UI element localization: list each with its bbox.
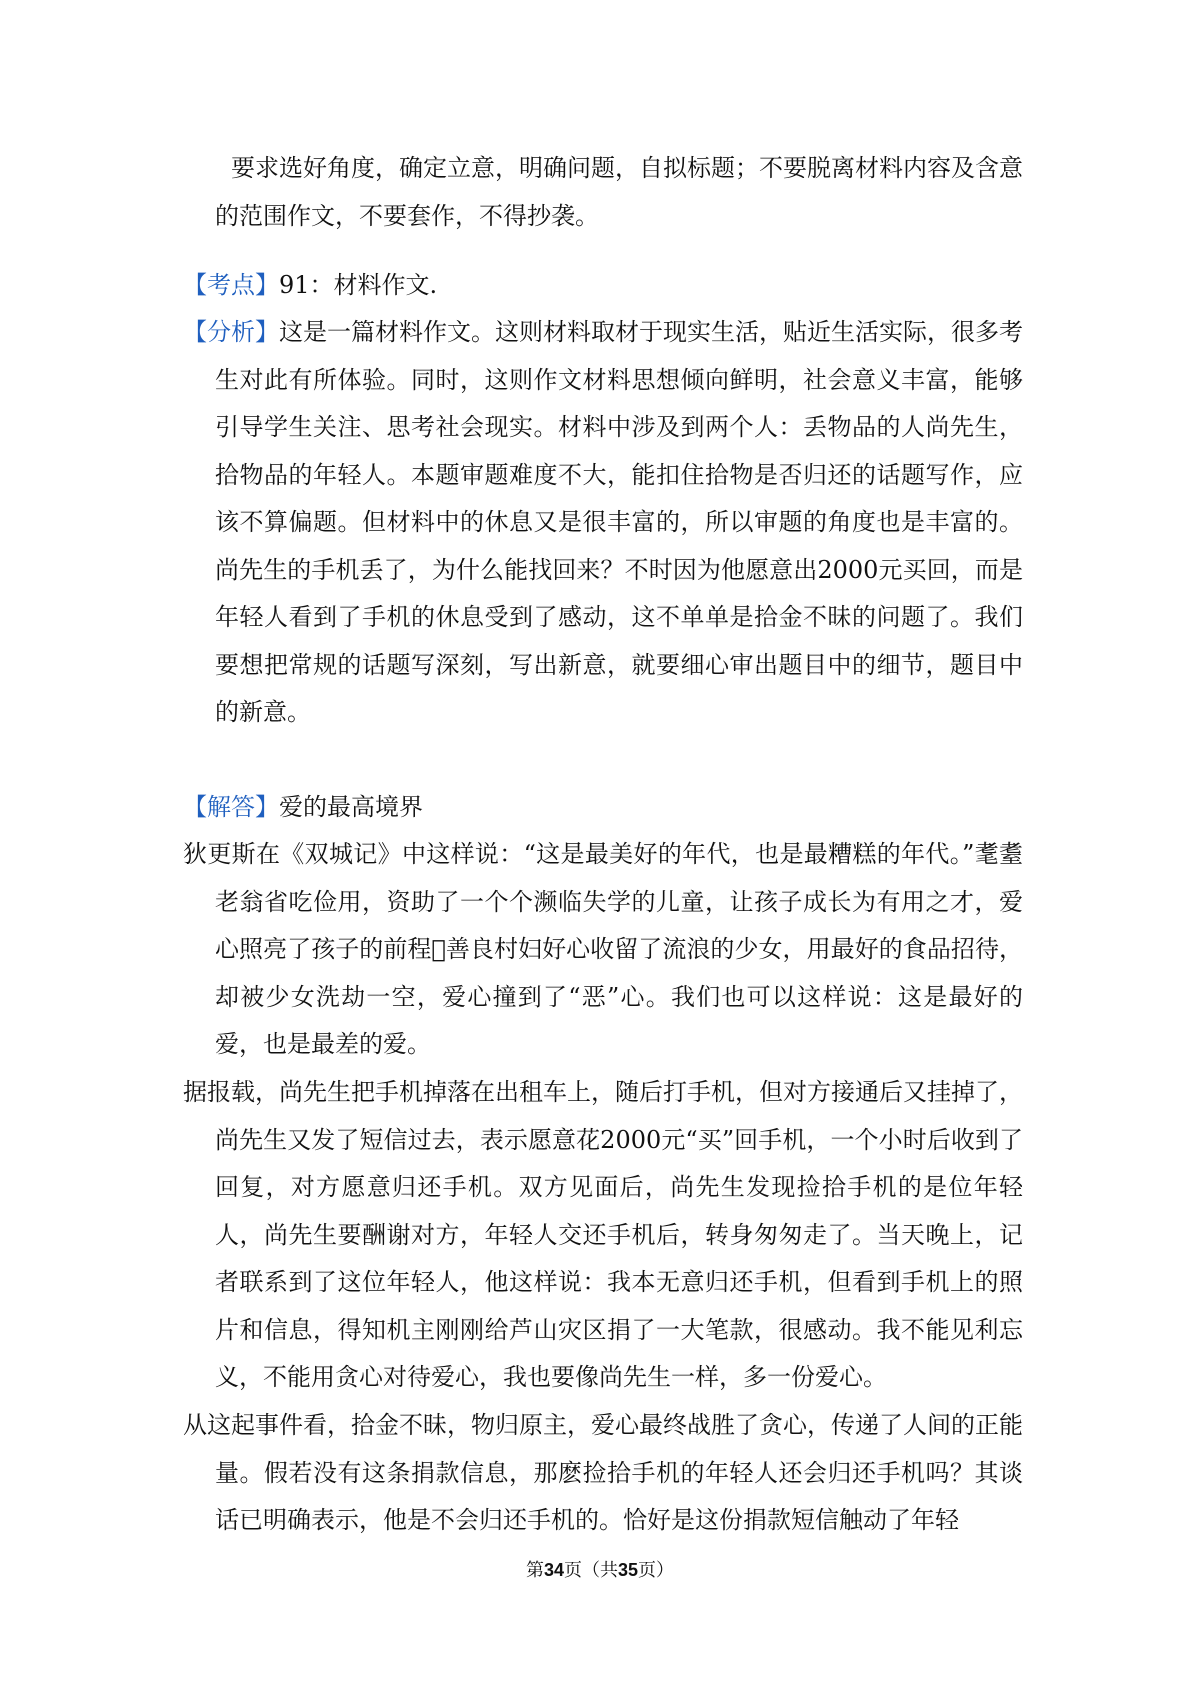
footer-page-number: 34 — [543, 1560, 564, 1580]
kaodian-paragraph — [183, 262, 1023, 310]
jieda-paragraph — [183, 784, 1023, 832]
fenxi-text: 这是一篇材料作文。这则材料取材于现实生活，贴近生活实际，很多考生对此有所体验。同时，这则作文材料思想倾向鲜明，社会意义丰富，能够引导学生关注、思考社会现实。材料中涉及到两个人：丢物品的人尚先生，拾物品的年轻人。本题审题难度不大，能扣住拾物是否归还的话题写作，应该不算偏题。但材料中的休息又是很丰富的，所以审题的角度也是丰富的。尚先生的手机丢了，为什么能找回来？不时因为他愿意出2000元买回，而是年轻人看到了手机的休息受到了感动，这不单单是拾金不昧的问题了。我们要想把常规的话题写深刻，写出新意，就要细心审出题目中的细节，题目中的新意。 — [215, 318, 1023, 726]
fenxi-paragraph — [183, 309, 1023, 737]
essay-paragraph-1: 狄更斯在《双城记》中这样说：“这是最美好的年代，也是最糟糕的年代。”耄耋老翁省吃俭用，资助了一个个濒临失学的儿童，让孩子成长为有用之才，爱心照亮了孩子的前程􏰀善良村妇好心收留了流浪的少女，用最好的食品招待，却被少女洗劫一空，爱心撞到了“恶”心。我们也可以这样说：这是最好的爱，也是最差的爱。 — [183, 840, 1023, 1058]
essay-title: 爱的最高境界 — [279, 793, 423, 821]
footer-suffix: 页） — [638, 1560, 675, 1581]
footer-total-pages: 35 — [618, 1560, 639, 1580]
footer-prefix: 第 — [525, 1560, 544, 1581]
essay-paragraph-2: 据报载，尚先生把手机掉落在出租车上，随后打手机，但对方接通后又挂掉了，尚先生又发了短信过去，表示愿意花2000元“买”回手机，一个小时后收到了回复，对方愿意归还手机。双方见面后，尚先生发现捡拾手机的是位年轻人，尚先生要酬谢对方，年轻人交还手机后，转身匆匆走了。当天晚上，记者联系到了这位年轻人，他这样说：我本无意归还手机，但看到手机上的照片和信息，得知机主刚刚给芦山灾区捐了一大笔款，很感动。我不能见利忘义，不能用贪心对待爱心，我也要像尚先生一样，多一份爱心。 — [183, 1078, 1023, 1391]
page-footer — [0, 1556, 1200, 1582]
jieda-tag: 【解答】 — [183, 793, 279, 821]
footer-middle: 页（共 — [564, 1560, 618, 1581]
kaodian-tag: 【考点】 — [183, 271, 279, 299]
essay-paragraph-3: 从这起事件看，拾金不昧，物归原主，爱心最终战胜了贪心，传递了人间的正能量。假若没有这条捐款信息，那麽捡拾手机的年轻人还会归还手机吗？其谈话已明确表示，他是不会归还手机的。恰好是这份捐款短信触动了年轻 — [183, 1411, 1023, 1534]
intro-paragraph: 要求选好角度，确定立意，明确问题，自拟标题；不要脱离材料内容及含意的范围作文，不要套作，不得抄袭。 — [215, 154, 1023, 230]
fenxi-tag: 【分析】 — [183, 318, 279, 346]
kaodian-text: 91：材料作文. — [279, 271, 438, 299]
